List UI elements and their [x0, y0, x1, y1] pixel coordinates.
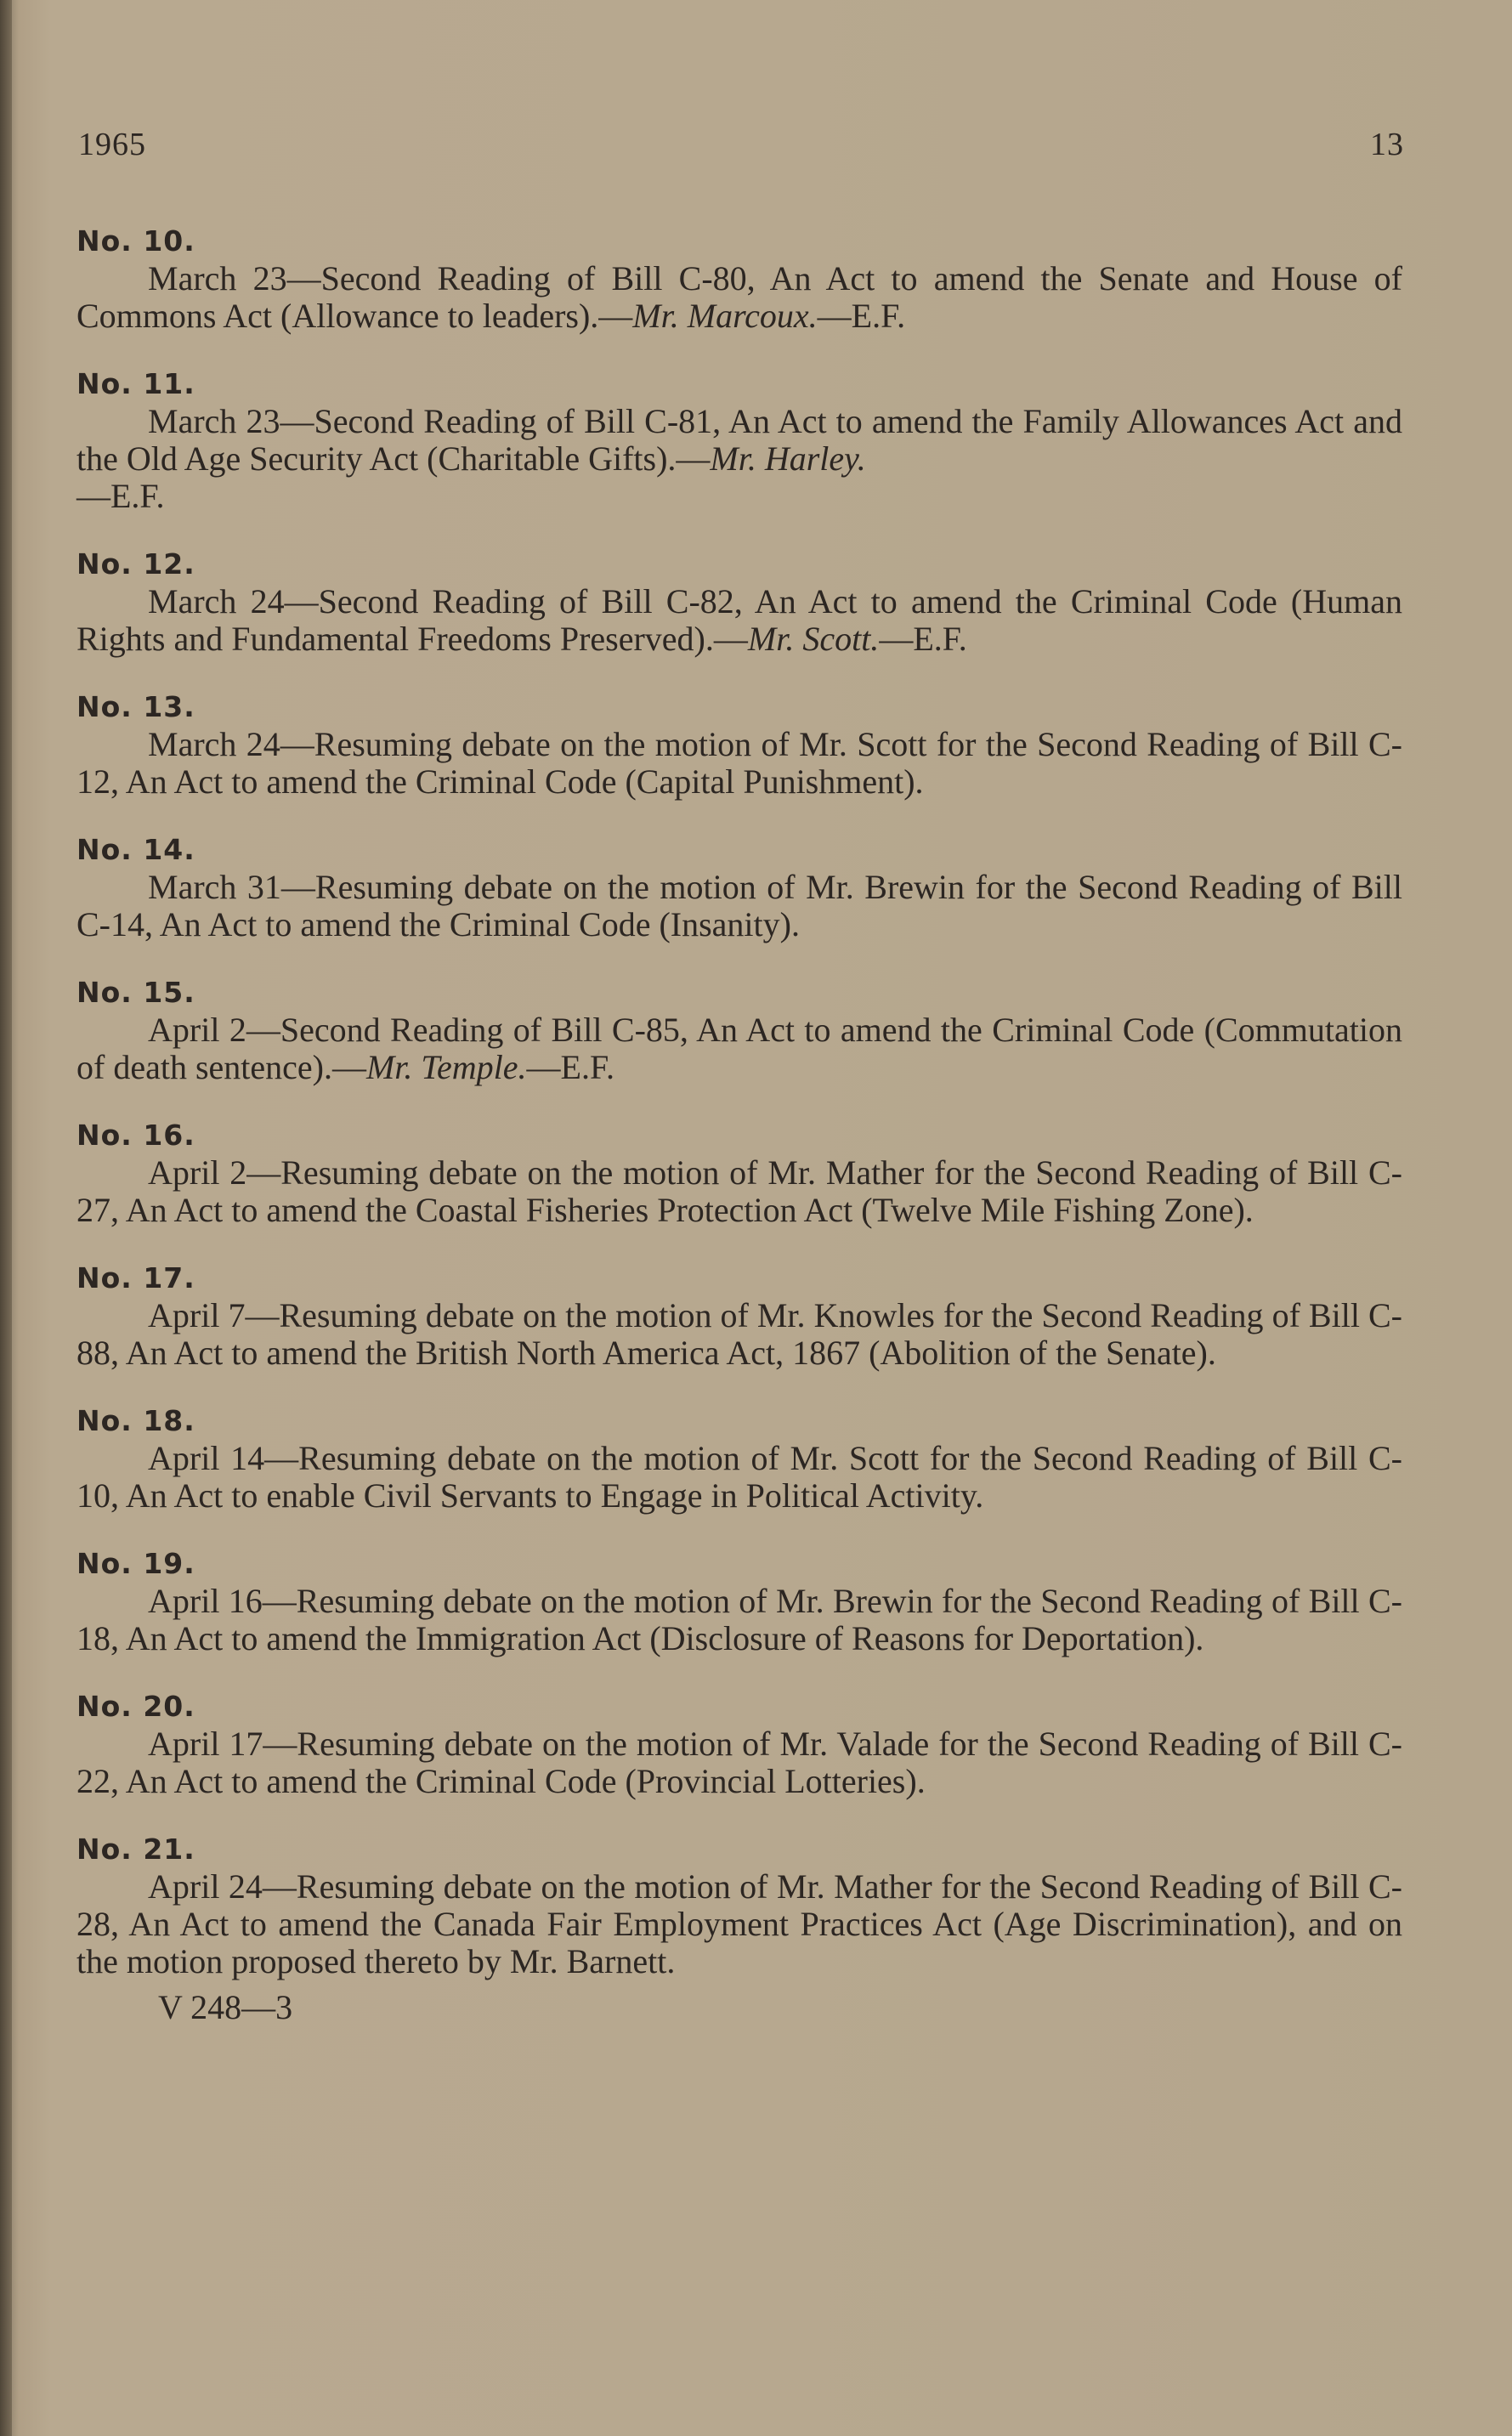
entry-text: April 17—Resuming debate on the motion of Mr. Valade for the Second Reading of Bill C-22, An Act to amend the Criminal Code (Provincial Lotteries).: [76, 1725, 1402, 1800]
entry-number: No. 18.: [76, 1404, 195, 1437]
mover-name: Mr. Scott.: [747, 620, 880, 658]
entry-number: No. 17.: [76, 1261, 195, 1294]
entry-number: No. 11.: [76, 367, 195, 400]
entry-number: No. 20.: [76, 1690, 195, 1723]
entry-text: March 23—Second Reading of Bill C-80, An Act to amend the Senate and House of Commons Act (Allowance to leaders).—Mr. Marcoux.—E.F.: [76, 259, 1402, 335]
order-paper-entries: [76, 223, 1402, 2026]
page-header: [78, 126, 1404, 168]
entry-19: [76, 1545, 1402, 1657]
entry-number: No. 21.: [76, 1833, 195, 1866]
entry-11: [76, 365, 1402, 515]
entry-number: No. 16.: [76, 1119, 195, 1152]
mover-name: Mr. Temple.: [365, 1048, 527, 1086]
entry-text: April 2—Second Reading of Bill C-85, An Act to amend the Criminal Code (Commutation of death sentence).—Mr. Temple.—E.F.: [76, 1011, 1402, 1086]
entry-text: April 14—Resuming debate on the motion of Mr. Scott for the Second Reading of Bill C-10, An Act to enable Civil Servants to Engage in Political Activity.: [76, 1439, 1402, 1515]
entry-20: [76, 1688, 1402, 1800]
entry-number: No. 12.: [76, 547, 195, 581]
page-year: 1965: [78, 127, 146, 162]
entry-15: [76, 974, 1402, 1086]
entry-16: [76, 1117, 1402, 1229]
entry-text: March 24—Resuming debate on the motion of Mr. Scott for the Second Reading of Bill C-12, An Act to amend the Criminal Code (Capital Punishment).: [76, 725, 1402, 801]
entry-14: [76, 831, 1402, 943]
entry-number: No. 15.: [76, 976, 195, 1009]
entry-18: [76, 1402, 1402, 1515]
entry-text: April 7—Resuming debate on the motion of Mr. Knowles for the Second Reading of Bill C-88, An Act to amend the British North America Act, 1867 (Abolition of the Senate).: [76, 1296, 1402, 1372]
printer-signature: V 248—3: [158, 1988, 293, 2026]
entry-13: [76, 688, 1402, 801]
entry-12: [76, 546, 1402, 658]
entry-number: No. 13.: [76, 690, 195, 723]
binding-edge: [0, 0, 12, 2436]
mover-name: Mr. Harley.: [710, 439, 866, 478]
entry-text: March 31—Resuming debate on the motion of Mr. Brewin for the Second Reading of Bill C-14, An Act to amend the Criminal Code (Insanity).: [76, 868, 1402, 943]
entry-text: April 24—Resuming debate on the motion of Mr. Mather for the Second Reading of Bill C-28, An Act to amend the Canada Fair Employment Practices Act (Age Discrimination), and on the motion proposed thereto by Mr. Barnett.: [76, 1867, 1402, 1980]
entry-text: April 2—Resuming debate on the motion of Mr. Mather for the Second Reading of Bill C-27, An Act to amend the Coastal Fisheries Protection Act (Twelve Mile Fishing Zone).: [76, 1153, 1402, 1229]
entry-text: March 24—Second Reading of Bill C-82, An Act to amend the Criminal Code (Human Rights and Fundamental Freedoms Preserved).—Mr. Scott.—E.F.: [76, 582, 1402, 658]
entry-text: April 16—Resuming debate on the motion of Mr. Brewin for the Second Reading of Bill C-18, An Act to amend the Immigration Act (Disclosure of Reasons for Deportation).: [76, 1582, 1402, 1657]
entry-17: [76, 1260, 1402, 1372]
page-number: 13: [1370, 127, 1404, 162]
mover-name: Mr. Marcoux.: [632, 297, 818, 335]
entry-text: March 23—Second Reading of Bill C-81, An Act to amend the Family Allowances Act and the Old Age Security Act (Charitable Gifts).—Mr. Harley. —E.F.: [76, 402, 1402, 515]
entry-21: [76, 1831, 1402, 1980]
entry-10: [76, 223, 1402, 335]
entry-number: No. 14.: [76, 833, 195, 866]
entry-number: No. 19.: [76, 1547, 195, 1580]
entry-number: No. 10.: [76, 224, 195, 258]
